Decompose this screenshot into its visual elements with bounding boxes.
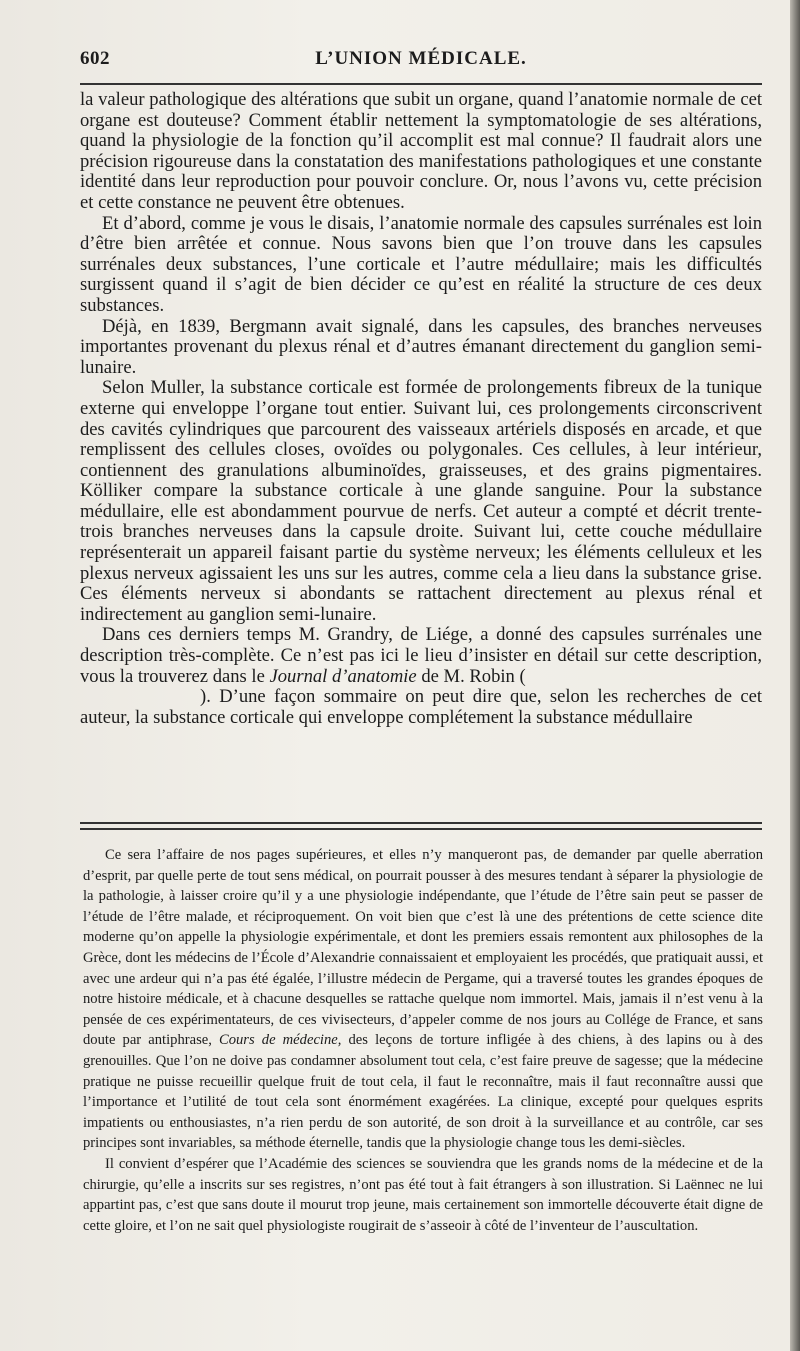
footnote-block <box>83 845 763 1236</box>
journal-title: Journal d’anatomie <box>269 665 417 687</box>
page-header <box>80 48 762 78</box>
header-rule <box>80 83 762 85</box>
paragraph-5-text-b: de M. Robin ( <box>416 665 526 687</box>
paragraph-2: Et d’abord, comme je vous le disais, l’anatomie normale des capsules surrénales est loin d’être bien arrêtée et connue. Nous savons bien que l’on trouve dans les capsules surrénales deux substances, l’une corticale et l’autre médullaire; mais les difficultés surgissent quand il s’agit de bien décider ce qu’est en réalité la structure de ces deux substances. <box>80 212 762 316</box>
paragraph-6: ). D’une façon sommaire on peut dire que, selon les recherches de cet auteur, la substance corticale qui enveloppe complétement la substance médullaire <box>80 686 762 728</box>
main-text-column <box>80 90 762 728</box>
paragraph-1: la valeur pathologique des altérations que subit un organe, quand l’anatomie normale de cet organe est douteuse? Comment établir nettement la symptomatologie de ses altérations, quand la physiologie de la fonction qu’il accomplit est mal connue? Il faudrait alors une précision rigoureuse dans la constatation des manifestations pathologiques et une constante identité dans leur reproduction pour pouvoir conclure. Or, nous l’avons vu, cette précision et cette constance ne peuvent être obtenues. <box>80 89 762 213</box>
bleed-through-footer <box>80 1318 762 1332</box>
page-edge-shadow <box>790 0 800 1351</box>
footnote-1-text-a: Ce sera l’affaire de nos pages supérieures, et elles n’y manqueront pas, de demander par quelle aberration d’esprit, par quelle perte de tout sens médical, on pourrait pousser à des mesures tendant à séparer la physiologie de la pathologie, à laisser croire qu’il y a une physiologie indépendante, que l’étude de l’être sain peut se passer de l’étude de l’être malade, et réciproquement. On voit bien que c’est là une des prétentions de cette science dite moderne qu’on appelle la physiologie expérimentale, et dont les premiers essais remontent aux philosophes de la Grèce, dont les médecins de l’École d’Alexandrie connaissaient et employaient les procédés, que pratiquait aussi, et avec une ardeur qui n’a pas été égalée, l’illustre médecin de Pergame, qui a traversé toutes les grandes époques de notre histoire médicale, et à chacune desquelles se rattache quelque nom immortel. Mais, jamais il n’est venu à la pensée de ces expérimentateurs, de ces vivisecteurs, d’appeler comme de nos jours au Collége de France, et sans doute par antiphrase, <box>83 847 763 1049</box>
footnote-1-text-b: des leçons de torture infligée à des chiens, à des lapins ou à des grenouilles. Que l’on ne doive pas condamner absolument tout cela, c’est faire preuve de sagesse; que la médecine pratique ne puisse recueillir quelque fruit de tout cela, il faut le reconnaître, mais il faut reconnaître aussi que l’importance et l’utilité de tout cela sont énormément exagérées. La clinique, excepté pour quelques esprits impatients ou enthousiastes, n’a rien perdu de son autorité, de son droit à la surveillance et au contrôle, car ses principes sont invariables, sa méthode éternelle, tandis que la physiologie change tous les demi-siècles. <box>83 1032 763 1152</box>
paragraph-3: Déjà, en 1839, Bergmann avait signalé, dans les capsules, des branches nerveuses importantes provenant du plexus rénal et d’autres émanant directement du ganglion semi-lunaire. <box>80 315 762 378</box>
footnote-paragraph-1 <box>83 845 763 1154</box>
course-title: Cours de médecine, <box>218 1032 342 1049</box>
footnote-paragraph-2: Il convient d’espérer que l’Académie des sciences se souviendra que les grands noms de la médecine et de la chirurgie, qu’elle a inscrits sur ses registres, n’ont pas été tout à fait étrangers à son illustration. Si Laënnec ne lui appartint pas, c’est que sans doute il mourut trop jeune, mais certainement son immortelle découverte était digne de cette gloire, et l’on ne sait quel physiologiste rougirait de s’asseoir à côté de l’inventeur de l’auscultation. <box>83 1155 763 1234</box>
page-number: 602 <box>80 48 110 69</box>
paragraph-4: Selon Muller, la substance corticale est formée de prolongements fibreux de la tunique externe qui enveloppe l’organe tout entier. Suivant lui, ces prolongements circonscrivent des cavités cylindriques que parcourent des vaisseaux artériels disposés en arcade, et que remplissent des cellules closes, ovoïdes ou polygonales. Ces cellules, à leur intérieur, contiennent des granulations albuminoïdes, graisseuses, et des grains pigmentaires. Kölliker compare la substance corticale à une glande sanguine. Pour la substance médullaire, elle est abondamment pourvue de nerfs. Cet auteur a compté et décrit trente-trois branches nerveuses dans la capsule droite. Suivant lui, cette couche médullaire représenterait un appareil faisant partie du système nerveux; les éléments celluleux et les plexus nerveux agissaient les uns sur les autres, comme cela a lieu dans la substance grise. Ces éléments nerveux si abondants se rattachent directement au plexus rénal et indirectement au ganglion semi-lunaire. <box>80 377 762 625</box>
paragraph-5-text-a: Dans ces derniers temps M. Grandry, de Liége, a donné des capsules surrénales une description très-complète. Ce n’est pas ici le lieu d’insister en détail sur cette description, vous la trouverez dans le <box>80 624 762 687</box>
running-title: L’UNION MÉDICALE. <box>315 48 527 69</box>
paragraph-5 <box>80 625 762 687</box>
footnote-separator <box>80 822 762 830</box>
